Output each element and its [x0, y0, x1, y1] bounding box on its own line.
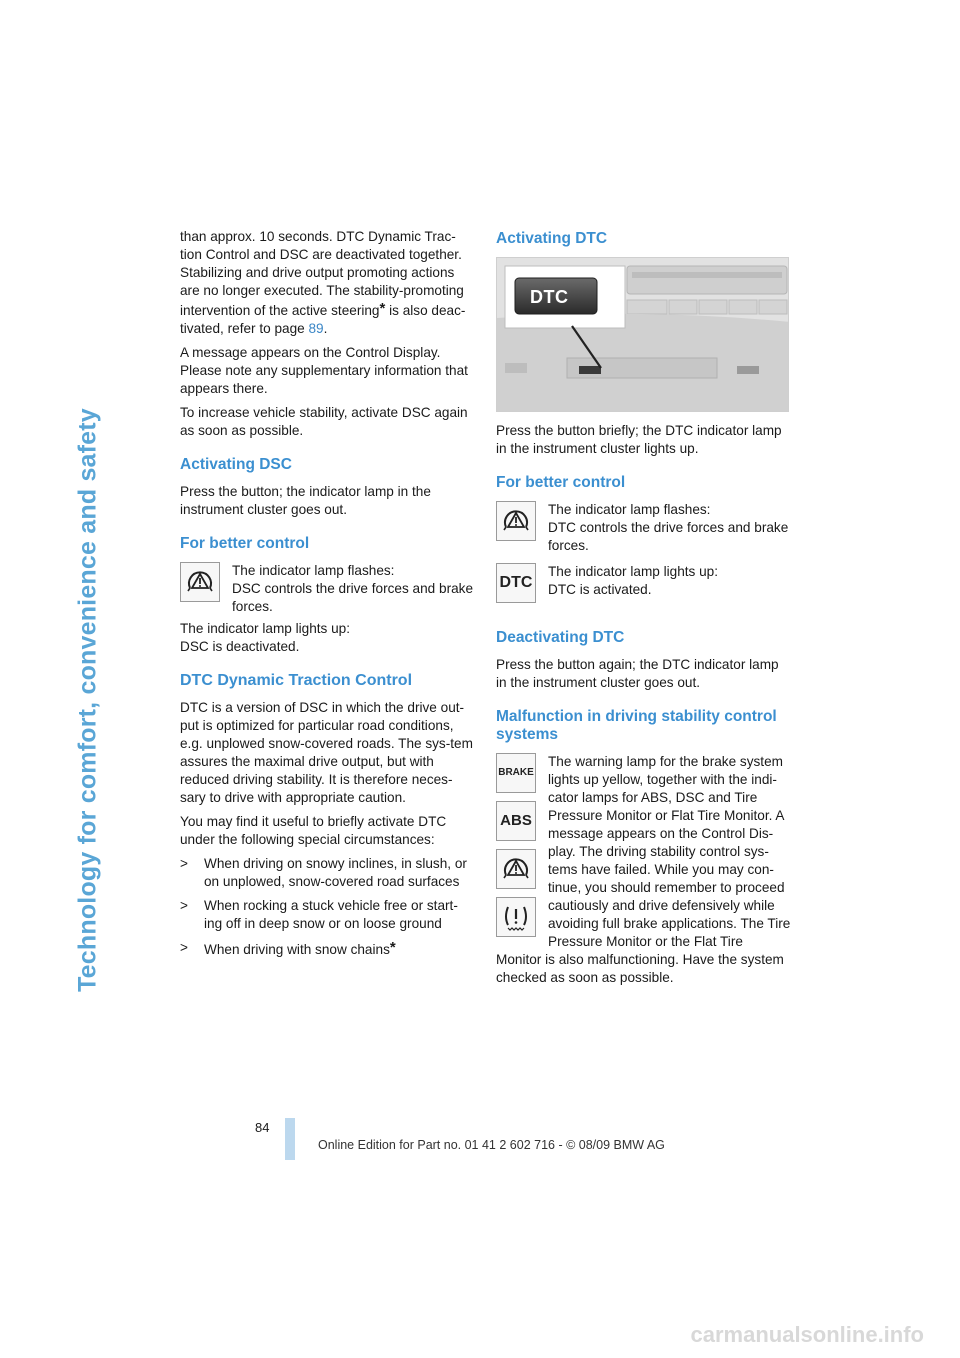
- dtc-lamp-lights-row: [496, 563, 791, 603]
- list-item: > When driving on snowy inclines, in slush, or on unplowed, snow-covered road surfaces: [180, 856, 467, 889]
- heading-malfunction: Malfunction in driving stability control systems: [496, 708, 777, 743]
- malfunction-block: [496, 753, 791, 987]
- dsc-lamp-flash-detail: DSC controls the drive forces and brake forces.: [232, 581, 474, 614]
- control-display-paragraph: A message appears on the Control Display. Please note any supplementary information that appears there.: [180, 345, 468, 396]
- dtc-lamp-flash-row: [496, 501, 791, 555]
- dtc-button-photo: [496, 257, 789, 412]
- heading-better-control-dsc: For better control: [180, 535, 310, 552]
- malfunction-paragraph: The warning lamp for the brake system lights up yellow, together with the indi-cator lamps for ABS, DSC and Tire Pressure Monitor or Flat Tire Monitor. A message appears on the Control Dis-play. The driving stability control sys-tems have failed. While you may con-tinue, you should remember to proceed cautiously and drive defensively while avoiding full brake applications. The Tire Pressure Monitor or the Flat Tire Monitor is also malfunctioning. Have the system checked as soon as possible.: [496, 754, 791, 985]
- dtc-lamp-lights-detail: DTC is activated.: [548, 582, 652, 597]
- stability-paragraph: To increase vehicle stability, activate DSC again as soon as possible.: [180, 405, 468, 438]
- dtc-warning-lamp-icon: [496, 501, 536, 541]
- footer-edition-text: Online Edition for Part no. 01 41 2 602 716 - © 08/09 BMW AG: [318, 1138, 665, 1152]
- dsc-warning-lamp-icon: [180, 562, 220, 602]
- activating-dsc-paragraph: Press the button; the indicator lamp in the instrument cluster goes out.: [180, 484, 431, 517]
- heading-dtc-dynamic-traction-control: DTC Dynamic Traction Control: [180, 672, 413, 689]
- dsc-lamp-flash-text: The indicator lamp flashes:: [232, 563, 395, 578]
- page-number: 84: [255, 1120, 270, 1135]
- asterisk: *: [379, 300, 386, 317]
- list-item: > When rocking a stuck vehicle free or start-ing off in deep snow or on loose ground: [180, 898, 458, 931]
- dsc-lamp-lights-text: The indicator lamp lights up:: [180, 621, 351, 636]
- dtc-circumstances-paragraph: You may find it useful to briefly activate DTC under the following special circumstances:: [180, 814, 447, 847]
- fault-icons: [496, 753, 536, 945]
- dtc-lamp-flash-detail: DTC controls the drive forces and brake forces.: [548, 520, 789, 553]
- chapter-side-title-text: Technology for comfort, convenience and safety: [73, 408, 102, 992]
- dtc-description-paragraph: DTC is a version of DSC in which the drive out-put is optimized for particular road conditions, e.g. unplowed snow-covered roads. The sys-tem assures the maximal drive output, but with reduced driving stability. It is therefore neces-sary to drive with appropriate caution.: [180, 700, 473, 805]
- dsc-fault-icon: [496, 849, 536, 889]
- footer-accent-bar: [285, 1118, 295, 1160]
- activating-dtc-paragraph: Press the button briefly; the DTC indicator lamp in the instrument cluster lights up.: [496, 423, 782, 456]
- heading-better-control-dtc: For better control: [496, 474, 626, 491]
- abs-warning-icon: ABS: [496, 801, 536, 841]
- dsc-lamp-row: [180, 562, 475, 616]
- heading-deactivating-dtc: Deactivating DTC: [496, 629, 625, 646]
- list-item: > When driving with snow chains*: [180, 939, 396, 957]
- watermark: carmanualsonline.info: [690, 1322, 924, 1347]
- page-link-89[interactable]: 89: [308, 321, 324, 336]
- dsc-lamp-lights-detail: DSC is deactivated.: [180, 639, 300, 654]
- deactivating-dtc-paragraph: Press the button again; the DTC indicator lamp in the instrument cluster goes out.: [496, 657, 779, 690]
- tire-pressure-warning-icon: [496, 897, 536, 937]
- dtc-button-label: DTC: [530, 287, 569, 307]
- heading-activating-dsc: Activating DSC: [180, 456, 292, 473]
- dtc-indicator-icon: DTC: [496, 563, 536, 603]
- dtc-lamp-flash-text: The indicator lamp flashes:: [548, 502, 711, 517]
- heading-activating-dtc: Activating DTC: [496, 230, 608, 247]
- intro-paragraph: than approx. 10 seconds. DTC Dynamic Trac-tion Control and DSC are deactivated together. Stabilizing and drive output promoting actions are no longer executed. The stability-promoting intervention of the active steering* is also deac-tivated, refer to page 89.: [180, 229, 466, 336]
- right-column: [496, 230, 791, 993]
- left-column: [180, 228, 475, 965]
- dtc-lamp-lights-text: The indicator lamp lights up:: [548, 564, 719, 579]
- asterisk: *: [389, 939, 396, 956]
- brake-warning-icon: BRAKE: [496, 753, 536, 793]
